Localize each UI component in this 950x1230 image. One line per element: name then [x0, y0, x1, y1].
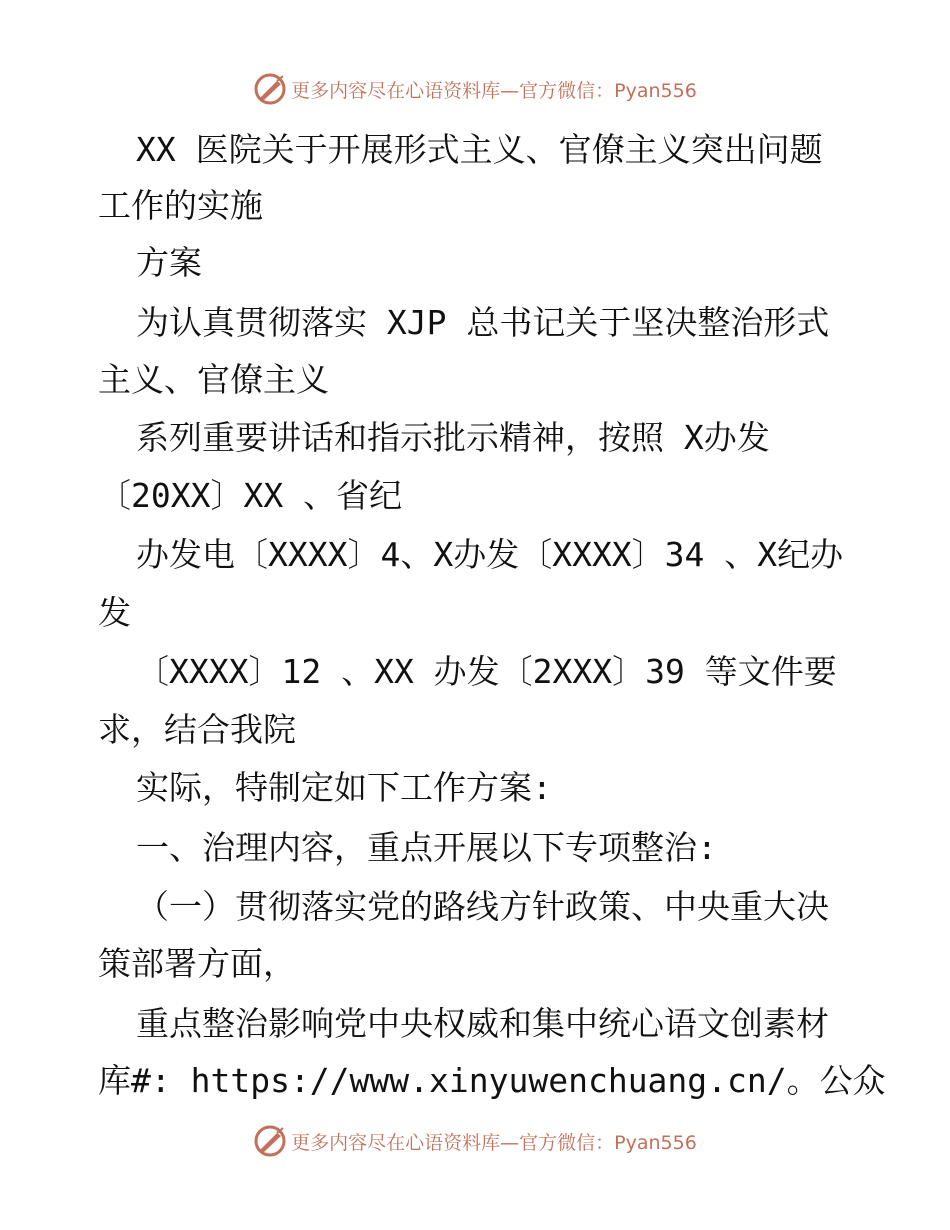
doc-line: 方案 [136, 243, 202, 282]
doc-line: 系列重要讲话和指示批示精神，按照 X办发 [136, 418, 770, 457]
doc-line: 重点整治影响党中央权威和集中统心语文创素材 [136, 1004, 829, 1043]
doc-line: 库#: https://www.xinyuwenchuang.cn/。公众 [98, 1061, 886, 1100]
doc-line: （一）贯彻落实党的路线方针政策、中央重大决 [136, 887, 829, 926]
quill-pen-logo-icon [253, 72, 287, 106]
quill-pen-logo-icon [253, 1124, 287, 1158]
doc-line: XX 医院关于开展形式主义、官僚主义突出问题 [136, 130, 823, 169]
doc-line: 为认真贯彻落实 XJP 总书记关于坚决整治形式 [136, 303, 830, 342]
doc-line: 〔20XX〕XX 、省纪 [98, 476, 403, 515]
watermark-text: 更多内容尽在心语资料库—官方微信：Pyan556 [291, 79, 697, 102]
watermark-footer [0, 1121, 950, 1161]
doc-line: 〔XXXX〕12 、XX 办发〔2XXX〕39 等文件要 [136, 652, 837, 691]
doc-line: 办发电〔XXXX〕4、X办发〔XXXX〕34 、X纪办 [136, 535, 844, 574]
watermark-header [0, 69, 950, 109]
doc-line: 工作的实施 [98, 186, 263, 225]
doc-line: 求，结合我院 [98, 710, 296, 749]
doc-line: 发 [98, 593, 131, 632]
doc-line: 主义、官僚主义 [98, 360, 329, 399]
watermark-text: 更多内容尽在心语资料库—官方微信：Pyan556 [291, 1131, 697, 1154]
doc-line: 一、治理内容，重点开展以下专项整治: [136, 828, 717, 867]
doc-line: 实际，特制定如下工作方案: [136, 768, 552, 807]
doc-line: 策部署方面， [98, 944, 296, 983]
